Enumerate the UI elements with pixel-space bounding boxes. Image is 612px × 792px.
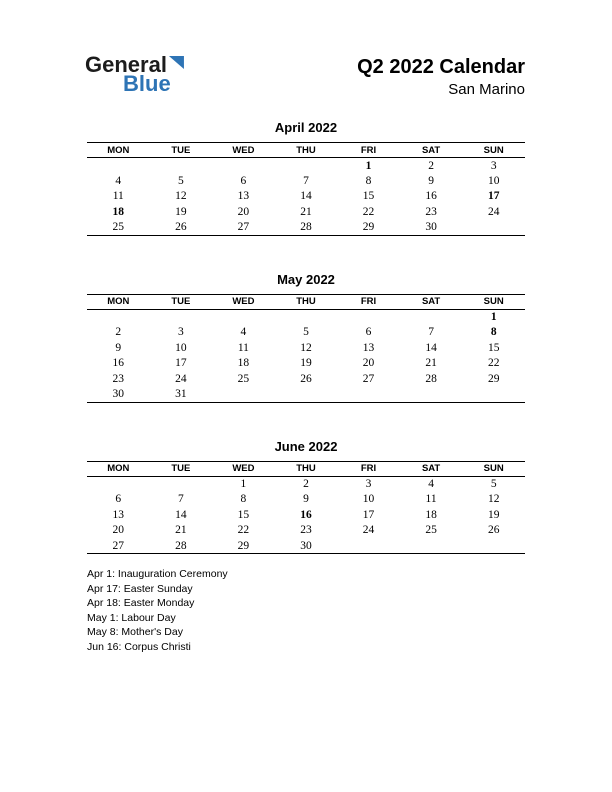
week-row	[87, 220, 525, 236]
day-cell-16: 16	[425, 190, 437, 203]
week-row	[87, 309, 525, 325]
day-cell-6: 6	[115, 493, 122, 506]
title-block	[357, 56, 525, 98]
day-cell-1: 1	[365, 159, 372, 172]
day-cell-3: 3	[365, 478, 372, 490]
day-cell-19: 19	[487, 508, 500, 521]
month-title: June 2022	[274, 438, 338, 454]
logo-triangle-icon	[169, 56, 184, 69]
day-header-wed: WED	[232, 144, 255, 156]
day-cell-11: 11	[425, 493, 437, 506]
page-title: Q2 2022 Calendar	[357, 56, 525, 78]
week-row	[87, 158, 525, 174]
empty-cell	[337, 387, 400, 403]
empty-cell	[212, 309, 275, 325]
day-cell-18: 18	[425, 508, 437, 521]
day-header-sat: SAT	[421, 296, 441, 307]
day-cell-4: 4	[115, 174, 122, 187]
week-row	[87, 173, 525, 189]
day-cell-17: 17	[487, 190, 500, 203]
day-cell-26: 26	[300, 372, 312, 385]
day-cell-26: 26	[175, 221, 187, 233]
day-cell-15: 15	[362, 190, 375, 203]
week-row	[87, 340, 525, 356]
day-header-tue: TUE	[171, 296, 191, 307]
day-cell-8: 8	[490, 326, 497, 339]
day-cell-14: 14	[425, 341, 437, 354]
day-cell-9: 9	[428, 174, 434, 187]
day-cell-13: 13	[237, 190, 250, 203]
holiday-item: May 8: Mother's Day	[87, 626, 183, 638]
day-cell-7: 7	[177, 493, 184, 506]
day-cell-18: 18	[112, 205, 125, 218]
day-header-tue: TUE	[171, 144, 191, 156]
empty-cell	[87, 476, 150, 492]
week-row	[87, 507, 525, 523]
day-header-sat: SAT	[421, 144, 441, 156]
empty-cell	[400, 387, 463, 403]
week-row	[87, 538, 525, 554]
empty-cell	[150, 158, 213, 174]
day-cell-3: 3	[177, 326, 184, 339]
day-cell-9: 9	[115, 341, 122, 354]
day-cell-16: 16	[300, 508, 312, 521]
day-cell-30: 30	[300, 539, 312, 552]
day-cell-22: 22	[237, 524, 250, 537]
week-row	[87, 387, 525, 403]
day-header-wed: WED	[232, 296, 255, 307]
day-cell-16: 16	[112, 357, 125, 370]
day-cell-5: 5	[490, 478, 497, 490]
empty-cell	[87, 158, 150, 174]
day-cell-4: 4	[240, 326, 247, 339]
day-cell-2: 2	[428, 159, 434, 172]
month-grid	[87, 142, 525, 236]
day-cell-23: 23	[112, 372, 125, 385]
day-header-sun: SUN	[483, 463, 504, 474]
day-cell-10: 10	[362, 493, 375, 506]
empty-cell	[275, 158, 338, 174]
week-row	[87, 325, 525, 341]
day-cell-19: 19	[175, 205, 187, 218]
day-cell-12: 12	[487, 493, 500, 506]
empty-cell	[337, 538, 400, 554]
day-cell-14: 14	[175, 508, 187, 521]
day-cell-27: 27	[237, 221, 250, 233]
empty-cell	[275, 309, 338, 325]
day-cell-1: 1	[240, 478, 247, 490]
day-header-sun: SUN	[483, 296, 504, 307]
holiday-item: Apr 1: Inauguration Ceremony	[87, 568, 228, 580]
day-cell-18: 18	[237, 357, 250, 370]
day-cell-17: 17	[362, 508, 375, 521]
day-cell-9: 9	[303, 493, 309, 506]
day-cell-24: 24	[175, 372, 187, 385]
week-row	[87, 492, 525, 508]
day-cell-13: 13	[362, 341, 375, 354]
day-cell-23: 23	[300, 524, 312, 537]
day-cell-20: 20	[362, 357, 375, 370]
day-cell-8: 8	[240, 493, 247, 506]
day-header-thu: THU	[296, 144, 316, 156]
day-cell-21: 21	[175, 524, 187, 537]
week-row	[87, 356, 525, 372]
day-cell-10: 10	[487, 174, 500, 187]
day-header-fri: FRI	[360, 463, 377, 474]
day-cell-7: 7	[303, 174, 309, 187]
holiday-item: Jun 16: Corpus Christi	[87, 640, 191, 653]
day-cell-14: 14	[300, 190, 312, 203]
day-header-row	[87, 461, 525, 476]
day-cell-28: 28	[300, 221, 312, 233]
day-cell-20: 20	[237, 205, 250, 218]
day-cell-7: 7	[428, 326, 434, 339]
day-cell-22: 22	[487, 357, 500, 370]
day-header-fri: FRI	[360, 144, 377, 156]
empty-cell	[462, 387, 525, 403]
day-cell-5: 5	[177, 174, 184, 187]
day-cell-26: 26	[487, 524, 500, 537]
day-cell-1: 1	[490, 311, 497, 323]
day-cell-25: 25	[237, 372, 250, 385]
day-cell-11: 11	[237, 341, 249, 354]
day-cell-22: 22	[362, 205, 375, 218]
day-cell-27: 27	[362, 372, 375, 385]
month-title: May 2022	[277, 271, 335, 287]
month-may-2022	[87, 272, 525, 403]
empty-cell	[87, 309, 150, 325]
day-header-tue: TUE	[171, 463, 191, 474]
holiday-item: May 1: Labour Day	[87, 611, 176, 624]
empty-cell	[212, 158, 275, 174]
day-cell-31: 31	[175, 388, 187, 400]
day-cell-23: 23	[425, 205, 437, 218]
empty-cell	[150, 476, 213, 492]
day-cell-4: 4	[428, 478, 434, 490]
day-cell-11: 11	[112, 190, 124, 203]
day-cell-21: 21	[425, 357, 437, 370]
day-cell-2: 2	[115, 326, 122, 339]
empty-cell	[462, 220, 525, 236]
day-header-row	[87, 143, 525, 158]
day-cell-28: 28	[175, 539, 187, 552]
holiday-item: Apr 18: Easter Monday	[87, 597, 195, 609]
day-header-mon: MON	[107, 463, 130, 474]
day-header-fri: FRI	[360, 296, 377, 307]
logo-text-general: General	[85, 52, 167, 77]
empty-cell	[212, 387, 275, 403]
day-cell-19: 19	[300, 357, 312, 370]
day-cell-28: 28	[425, 372, 437, 385]
day-cell-15: 15	[487, 341, 500, 354]
week-row	[87, 523, 525, 539]
empty-cell	[400, 309, 463, 325]
empty-cell	[462, 538, 525, 554]
day-cell-6: 6	[365, 326, 372, 339]
day-cell-29: 29	[362, 221, 375, 233]
empty-cell	[275, 387, 338, 403]
day-cell-29: 29	[487, 372, 500, 385]
day-cell-30: 30	[112, 388, 125, 400]
day-cell-13: 13	[112, 508, 125, 521]
empty-cell	[337, 309, 400, 325]
day-cell-20: 20	[112, 524, 125, 537]
day-header-thu: THU	[296, 296, 316, 307]
day-cell-21: 21	[300, 205, 312, 218]
day-header-row	[87, 294, 525, 309]
day-cell-12: 12	[300, 341, 312, 354]
logo-text-blue: Blue	[123, 71, 171, 96]
day-header-mon: MON	[107, 296, 130, 307]
week-row	[87, 204, 525, 220]
month-june-2022	[87, 439, 525, 555]
holiday-item: Apr 17: Easter Sunday	[87, 582, 193, 595]
day-header-sun: SUN	[483, 144, 504, 156]
week-row	[87, 476, 525, 492]
day-cell-10: 10	[175, 341, 187, 354]
day-header-wed: WED	[232, 463, 255, 474]
day-cell-2: 2	[303, 478, 309, 490]
month-title: April 2022	[274, 120, 338, 135]
day-cell-30: 30	[425, 221, 437, 233]
day-cell-17: 17	[175, 357, 187, 370]
day-cell-24: 24	[487, 205, 500, 218]
month-grid	[87, 294, 525, 403]
empty-cell	[150, 309, 213, 325]
month-grid	[87, 461, 525, 555]
empty-cell	[400, 538, 463, 554]
day-cell-25: 25	[112, 221, 125, 233]
day-cell-29: 29	[237, 539, 250, 552]
day-cell-25: 25	[425, 524, 437, 537]
months-container	[87, 120, 525, 554]
day-cell-3: 3	[490, 159, 497, 172]
day-header-sat: SAT	[421, 463, 441, 474]
day-cell-12: 12	[175, 190, 187, 203]
day-cell-5: 5	[303, 326, 309, 339]
week-row	[87, 189, 525, 205]
page-subtitle: San Marino	[448, 81, 525, 98]
general-blue-logo	[85, 54, 184, 95]
day-header-mon: MON	[107, 144, 130, 156]
week-row	[87, 371, 525, 387]
holiday-list	[87, 567, 228, 654]
day-cell-27: 27	[112, 539, 125, 552]
day-cell-15: 15	[237, 508, 250, 521]
day-cell-24: 24	[362, 524, 375, 537]
month-april-2022	[87, 120, 525, 236]
day-cell-8: 8	[365, 174, 372, 187]
day-cell-6: 6	[240, 174, 247, 187]
day-header-thu: THU	[296, 463, 316, 474]
